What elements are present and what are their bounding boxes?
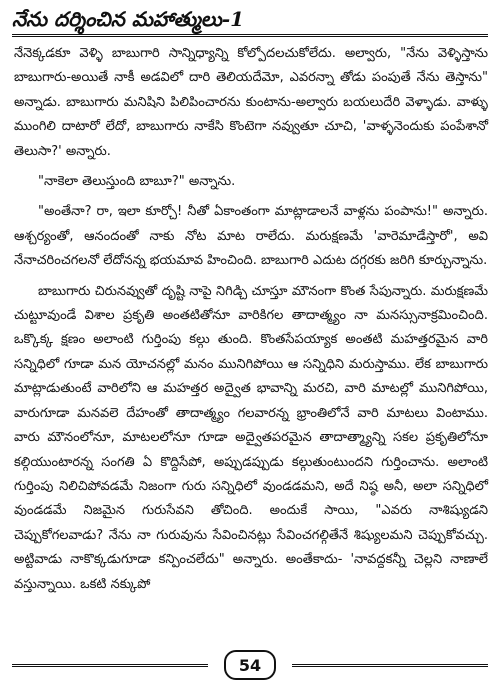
page-header [12, 2, 488, 36]
body-text [14, 42, 488, 597]
page-number: 54 [224, 650, 276, 680]
page-footer [12, 646, 488, 686]
book-title: నేను దర్శించిన మహాత్ములు-1 [12, 7, 245, 31]
footer-divider-left [12, 664, 208, 667]
footer-divider-right [292, 664, 488, 667]
paragraph: బాబుగారు చిరునవ్వుతో దృష్టి నాపై నిగిడ్చి చూస్తూ మౌనంగా కొంత సేపున్నారు. మరుక్షణమే చుట్టూవుండే విశాల ప్రకృతి అంతటితోనూ వారికిగల తాదాత్మ్యం నా మనస్సునాక్రమించింది. ఒక్కొక్క క్షణం అలాంటి గుర్తింపు కల్గు తుంది. కొంతసేపయ్యాక అంతటి మహత్తరమైన వారి సన్నిధిలో గూడా మన యోచనల్లో మనం మునిగిపోయి ఆ సన్నిధిని మరుస్తాము. లేక బాబుగారు మాట్లాడుతుంటే వారిలోని ఆ మహత్తర అద్వైత భావాన్ని మరచి, వారి మాటల్లో మునిగిపోయి, వారుగూడా మనవలె దేహంతో తాదాత్మ్యం గలవారన్న భ్రాంతిలోనే వారి మాటలు వింటాము. వారు మౌనంలోనూ, మాటలలోనూ గూడా అద్వైతపరమైన తాదాత్మ్యాన్ని సకల ప్రకృతిలోనూ కల్గియుంటారన్న సంగతి ఏ కొద్దిసేపో, అప్పుడప్పుడు కల్గుతుంటుందని గుర్తించాను. అలాంటి గుర్తింపు నిలిచిపోవడమే నిజంగా గురు సన్నిధిలో వుండడమని, అదే నిష్ఠ అనీ, అలా సన్నిధిలో వుండడమే నిజమైన గురుసేవని తోచింది. అందుకే సాయి, "ఎవరు నాశిష్యుడని చెప్పుకోగలవాడు? నేను నా గురువును సేవించినట్లు సేవించగల్గితేనే శిష్యులమని చెప్పుకోవచ్చు. అట్టివాడు నాకొక్కడుగూడా కన్పించలేదు" అన్నారు. అంతేకాదు- 'నావద్దకన్నీ చెల్లని నాణాలే వస్తున్నాయి. ఒకటి నక్కుపో [14, 283, 488, 592]
header-divider [12, 34, 488, 37]
paragraph: నేనెక్కడకూ వెళ్ళి బాబుగారి సాన్నిధ్యాన్ని కోల్పోదలచుకోలేదు. అల్వారు, "నేను వెళ్ళిస్తాను బాబుగారు-అయితే నాకీ అడవిలో దారి తెలియదేమో, ఎవరన్నా తోడు పంపుతే నేను తెస్తాను" అన్నాడు. బాబుగారు మనిషిని పిలిపించారను కుంటాను-అల్వారు బయలుదేరి వెళ్ళాడు. వాళ్ళు ముంగిలి దాటారో లేదో, బాబుగారు నాకేసి కొంటెగా నవ్వుతూ చూచి, 'వాళ్ళనెందుకు పంపేశానో తెలుసా?' అన్నారు. [14, 46, 488, 159]
paragraph: "నాకెలా తెలుస్తుంది బాబూ?" అన్నాను. [38, 174, 236, 190]
paragraph: "అంతేనా? రా, ఇలా కూర్చో! నీతో ఏకాంతంగా మాట్లాడాలనే వాళ్లను పంపాను!" అన్నారు. ఆశ్చర్యంతో, ఆనందంతో నాకు నోట మాట రాలేదు. మరుక్షణమే 'వారెమాడేస్తారో', అవి నేనాచరించగలనో లేదోనన్న భయమావ హించింది. బాబుగారి ఎదుట దగ్గరకు జరిగి కూర్చున్నాను. [14, 204, 488, 269]
